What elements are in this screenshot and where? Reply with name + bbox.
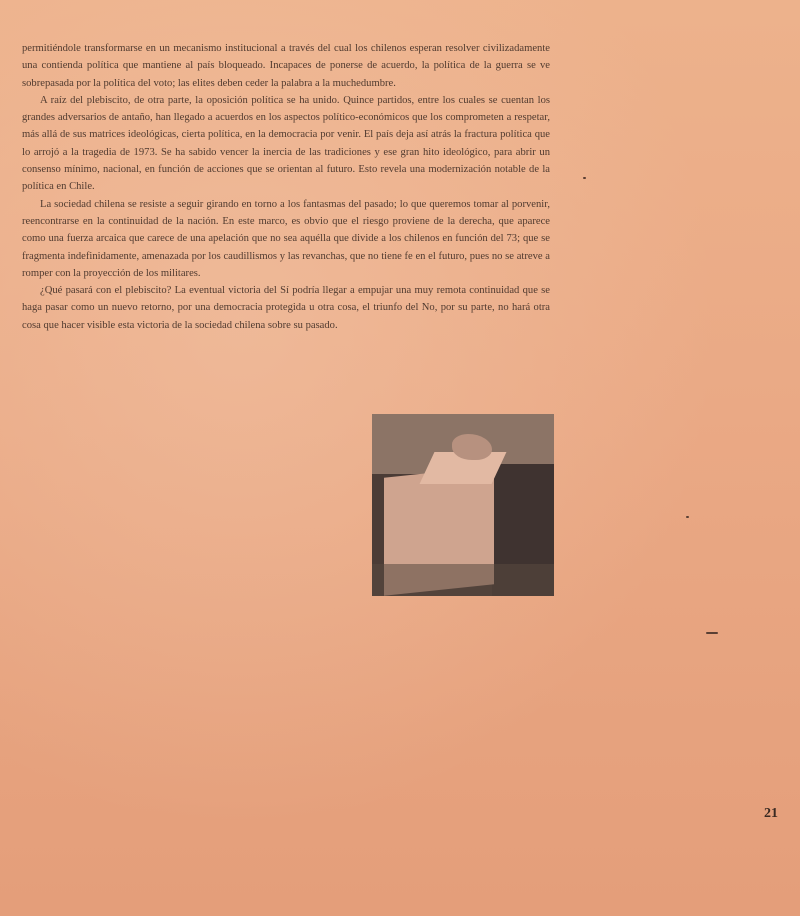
paragraph-1: permitiéndole transformarse en un mecanismo institucional a través del cual los chilenos esperan resolver civilizadamente una contienda política que mantiene al país bloqueado. Incapaces de ponerse de acuerdo, la política de la guerra se ve sobrepasada por la política del voto; las elites deben ceder la palabra a la muchedumbre. [22, 43, 550, 89]
page-number: 21 [764, 806, 778, 821]
paper-speck [686, 516, 689, 518]
paper-speck [583, 177, 586, 179]
paragraph-4: ¿Qué pasará con el plebiscito? La eventual victoria del Sí podría llegar a empujar una muy remota continuidad que se haga pasar como un nuevo retorno, por una democracia protegida u otra cosa, el triunfo del No, por su parte, no hará otra cosa que hacer visible esta victoria de la sociedad chilena sobre su pasado. [22, 285, 550, 331]
paragraph-3: La sociedad chilena se resiste a seguir girando en torno a los fantasmas del pasado; lo que queremos tomar al porvenir, reencontrarse en la continuidad de la nación. En este marco, es obvio que el riesgo proviene de la derecha, que aparece como una fuerza arcaica que carece de una apelación que no sea aquélla que divide a los chilenos en función del 73; que se fragmenta indefinidamente, amenazada por los caudillismos y las revanchas, que no tiene fe en el futuro, pues no se atreve a romper con la proyección de los militares. [22, 198, 550, 279]
photo-bottom-shade [372, 564, 554, 596]
ballot-box-photo [372, 414, 554, 596]
article-body [22, 40, 550, 334]
paper-speck [706, 632, 718, 634]
paragraph-2: A raíz del plebiscito, de otra parte, la oposición política se ha unido. Quince partidos, entre los cuales se cuentan los grandes adversarios de antaño, han llegado a acuerdos en los aspectos político-económicos que los comprometen a respetar, más allá de sus matrices ideológicas, cierta política, en la democracia por venir. El país deja así atrás la fractura política que lo arrojó a la tragedia de 1973. Se ha sabido vencer la inercia de las tradiciones y ese gran hito ideológico, para abrir un consenso mínimo, nacional, en función de acciones que se orientan al futuro. Esto revela una modernización notable de la política en Chile. [22, 94, 550, 193]
